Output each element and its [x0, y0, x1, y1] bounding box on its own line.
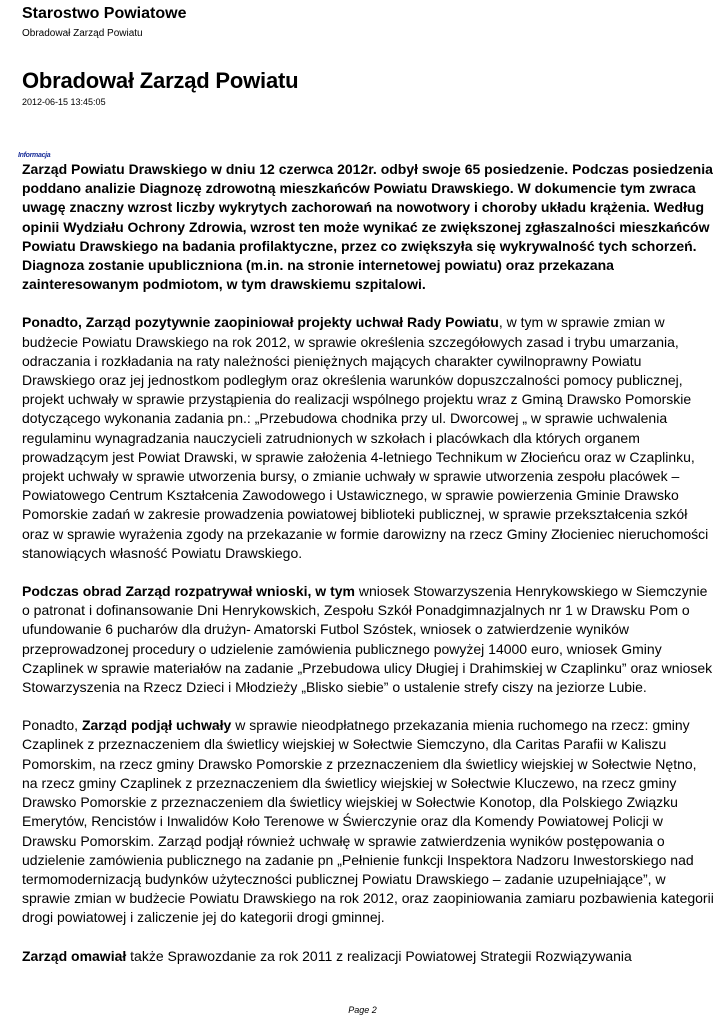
page-number: Page 2: [348, 1005, 377, 1015]
article-date: 2012-06-15 13:45:05: [22, 97, 106, 107]
paragraph-3: [22, 582, 714, 697]
article-body: [22, 160, 714, 985]
paragraph-3-bold: Podczas obrad Zarząd rozpatrywał wnioski, w tym: [22, 583, 355, 600]
paragraph-4: [22, 716, 714, 927]
paragraph-5-bold: Zarząd omawiał: [22, 947, 127, 964]
paragraph-4-bold: Zarząd podjął uchwały: [81, 717, 232, 734]
site-subtitle: Obradował Zarząd Powiatu: [22, 28, 143, 39]
paragraph-4-text: w sprawie nieodpłatnego przekazania mienia ruchomego na rzecz: gminy Czaplinek z przeznaczeniem dla świetlicy wiejskiej w Sołectwie Siemczyno, dla Caritas Parafii w Kaliszu Pomorskim, na rzecz gminy Drawsko Pomorskie z przeznaczeniem dla świetlicy wiejskiej w Sołectwie Nętno, na rzecz gminy Czaplinek z przeznaczeniem dla świetlicy wiejskiej w Sołectwie Kluczewo, na rzecz gminy Drawsko Pomorskie z przeznaczeniem dla świetlicy wiejskiej w Sołectwie Konotop, dla Polskiego Związku Emerytów, Rencistów i Inwalidów Koło Terenowe w Świerczynie oraz dla Komendy Powiatowej Policji w Drawsku Pomorskim. Zarząd podjął również uchwałę w sprawie zatwierdzenia wyników postępowania o udzielenie zamówienia publicznego na zadanie pn „Pełnienie funkcji Inspektora Nadzoru Inwestorskiego nad termomodernizacją budynków użyteczności publicznej Powiatu Drawskiego – zadanie uzupełniające”, w sprawie zmian w budżecie Powiatu Drawskiego na rok 2012, oraz zaopiniowania zamiaru pozbawienia kategorii drogi powiatowej i zaliczenie jej do kategorii drogi gminnej.: [22, 717, 714, 926]
paragraph-5: [22, 947, 714, 966]
paragraph-1: Zarząd Powiatu Drawskiego w dniu 12 czerwca 2012r. odbył swoje 65 posiedzenie. Podczas posiedzenia poddano analizie Diagnozę zdrowotną mieszkańców Powiatu Drawskiego. W dokumencie tym zwraca uwagę znaczny wzrost liczby wykrytych zachorowań na nowotwory i choroby układu krążenia. Według opinii Wydziału Ochrony Zdrowia, wzrost ten może wynikać ze zwiększonej zgłaszalności mieszkańców Powiatu Drawskiego na badania profilaktyczne, przez co zwiększyła się wykrywalność tych schorzeń. Diagnoza zostanie upubliczniona (m.in. na stronie internetowej powiatu) oraz przekazana zainteresowanym podmiotom, w tym drawskiemu szpitalowi.: [22, 161, 713, 293]
info-badge-icon: Informacja: [18, 152, 51, 159]
paragraph-2-text: , w tym w sprawie zmian w budżecie Powiatu Drawskiego na rok 2012, w sprawie określenia szczegółowych zasad i trybu umarzania, odraczania i rozkładania na raty należności pieniężnych mających charakter cywilnoprawny Powiatu Drawskiego oraz jej jednostkom podległym oraz określenia warunków dopuszczalności pomocy publicznej, projekt uchwały w sprawie przystąpienia do realizacji wspólnego projektu wraz z Gminą Drawsko Pomorskie dotyczącego wykonania zadania pn.: „Przebudowa chodnika przy ul. Dworcowej „ w sprawie uchwalenia regulaminu wynagradzania nauczycieli zatrudnionych w szkołach i placówkach dla których organem prowadzącym jest Powiat Drawski, w sprawie założenia 4-letniego Technikum w Złocieńcu oraz w Czaplinku, projekt uchwały w sprawie utworzenia bursy, o zmianie uchwały w sprawie utworzenia zespołu placówek – Powiatowego Centrum Kształcenia Zawodowego i Ustawicznego, w sprawie powierzenia Gminie Drawsko Pomorskie zadań w zakresie prowadzenia powiatowej biblioteki publicznej, w sprawie przekształcenia szkół oraz w sprawie wyrażenia zgody na przekazanie w formie darowizny na rzecz Gminy Złocieniec nieruchomości stanowiących własność Powiatu Drawskiego.: [22, 314, 709, 561]
site-title: Starostwo Powiatowe: [22, 5, 187, 22]
paragraph-5-text: także Sprawozdanie za rok 2011 z realizacji Powiatowej Strategii Rozwiązywania: [126, 947, 632, 964]
paragraph-4-lead: Ponadto,: [22, 717, 82, 734]
paragraph-2: [22, 313, 714, 563]
paragraph-3-text: wniosek Stowarzyszenia Henrykowskiego w Siemczynie o patronat i dofinansowanie Dni Henrykowskich, Zespołu Szkół Ponadgimnazjalnych nr 1 w Drawsku Pom o ufundowanie 6 pucharów dla drużyn- Amatorski Futbol Szóstek, wniosek o zatwierdzenie wyników przeprowadzonej procedury o udzielenie zamówienia publicznego powyżej 14000 euro, wniosek Gminy Czaplinek w sprawie materiałów na zadanie „Przebudowa ulicy Długiej i Drahimskiej w Czaplinku” oraz wniosek Stowarzyszenia na Rzecz Dzieci i Młodzieży „Blisko siebie” o ustalenie strefy ciszy na jeziorze Lubie.: [22, 583, 713, 696]
paragraph-2-bold: Ponadto, Zarząd pozytywnie zaopiniował projekty uchwał Rady Powiatu: [22, 314, 499, 331]
page-title: Obradował Zarząd Powiatu: [22, 68, 299, 93]
